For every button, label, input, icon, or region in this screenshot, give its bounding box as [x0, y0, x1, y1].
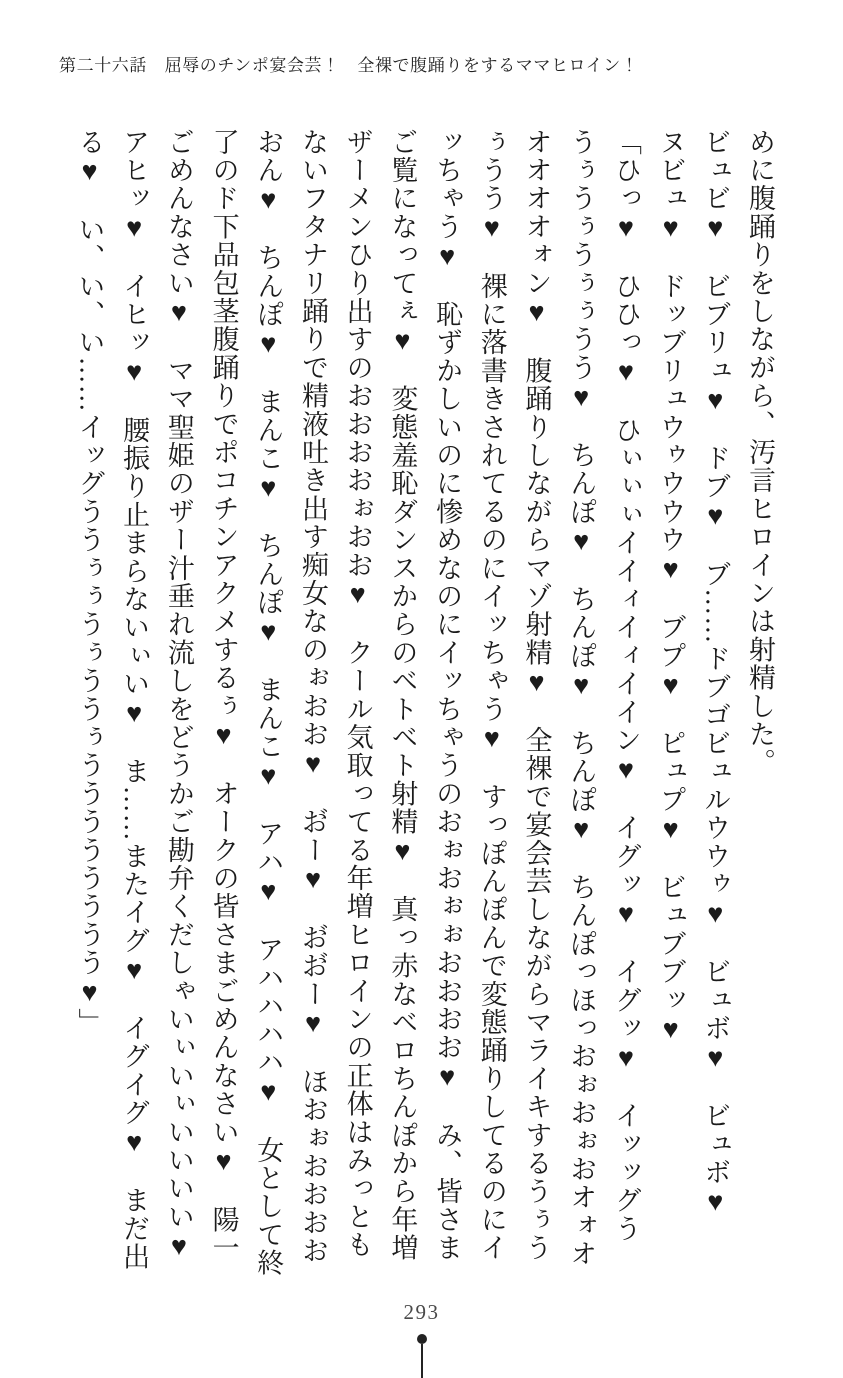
text-column: ごめんなさい♥ ママ聖姫のザー汁垂れ流しをどうかご勘弁くだしゃいぃいぃいいいい♥ — [163, 128, 194, 1262]
text-column: アヒッ♥ イヒッ♥ 腰振り止まらないぃい♥ ま……またイグ♥ イグイグ♥ まだ出 — [119, 128, 150, 1271]
text-column: 「ひっ♥ ひひっ♥ ひぃぃぃイイィイィイイン♥ イグッ♥ イグッ♥ イッッグう — [610, 128, 641, 1243]
text-column: 了のド下品包茎腹踊りでポコチンアクメするぅ♥ オークの皆さまごめんなさい♥ 陽一 — [208, 128, 239, 1262]
page-number: 293 — [403, 1300, 440, 1324]
text-column: ザーメンひり出すのおおおおぉおお♥ クール気取ってる年増ヒロインの正体はみっとも — [342, 128, 373, 1259]
text-column: ッちゃう♥ 恥ずかしいのに惨めなのにイッちゃうのおぉおぉぉおおおお♥ み、皆さま — [432, 128, 463, 1262]
text-column: ご覧になってぇ♥ 変態羞恥ダンスからのベトベト射精♥ 真っ赤なベロちんぽから年増 — [387, 128, 418, 1262]
text-column: オオオオォン♥ 腹踊りしながらマゾ射精♥ 全裸で宴会芸しながらマライキするうぅう — [521, 128, 552, 1262]
text-column: めに腹踊りをしながら、汚言ヒロインは射精した。 — [745, 128, 775, 777]
text-column: る♥ い、い、い……イッグううぅぅうぅううぅうううううううう♥」 — [74, 128, 105, 1037]
page-ornament-dot-icon — [417, 1334, 427, 1344]
text-column: ビュビ♥ ビブリュ♥ ドブ♥ ブ……ドブゴビュルウウゥ♥ ビュボ♥ ビュボ♥ — [700, 128, 731, 1218]
page-ornament-line — [421, 1344, 423, 1378]
text-column: ぅうう♥ 裸に落書きされてるのにイッちゃう♥ すっぽんぽんで変態踊りしてるのにイ — [476, 128, 507, 1262]
text-column: うぅうぅうぅぅうう♥ ちんぽ♥ ちんぽ♥ ちんぽ♥ ちんぽっほっおぉおぉおオォオ — [566, 128, 597, 1268]
text-column: ないフタナリ踊りで精液吐き出す痴女なのぉおお♥ お゙ー♥ お゙お゙ー♥ ほおぉおおおお — [297, 128, 328, 1265]
chapter-header: 第二十六話 屈辱のチンポ宴会芸！ 全裸で腹踊りをするママヒロイン！ — [59, 56, 639, 75]
text-column: ヌビュ♥ ドッブリュウゥウウウ♥ ブプ♥ ピュプ♥ ビュブブッ♥ — [655, 128, 686, 1046]
vertical-text-block — [67, 128, 782, 1277]
text-column: おん♥ ちんぽ♥ まんこ♥ ちんぽ♥ まんこ♥ アハ♥ アハハハハ♥ 女として終 — [253, 128, 284, 1277]
